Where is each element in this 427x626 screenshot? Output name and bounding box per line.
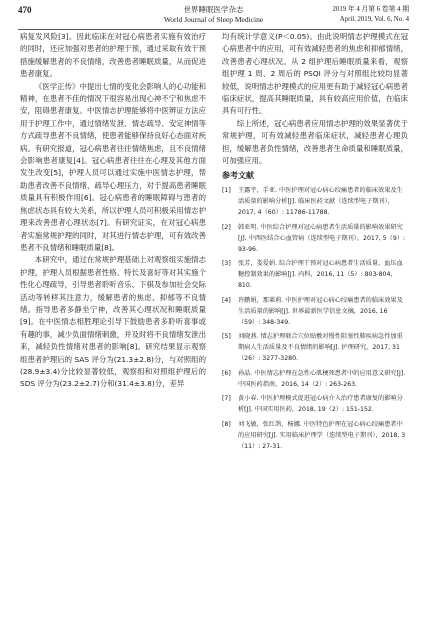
reference-item xyxy=(222,258,408,291)
journal-title-en: World Journal of Sleep Medicine xyxy=(163,15,264,24)
page-number: 470 xyxy=(18,5,32,15)
reference-text: 黄小春. 中医护理模式促进冠心病介入治疗患者康复的影响分析[J]. 中国实用医药，2018, 19（2）: 151-152. xyxy=(238,395,403,414)
reference-text: 刘飞敏，张红鸽，杨娜. 中医特色护理在冠心病心绞痛患者中的应用研究[J]. 实用临床护理学（连续型电子期刊），2018, 3（11）: 27-31. xyxy=(238,420,406,450)
reference-item xyxy=(222,331,408,364)
reference-number: [5] xyxy=(222,333,231,341)
issue-info-en: April. 2019, Vol. 6, No. 4 xyxy=(339,16,409,23)
reference-text: 王露宇，手亚. 中医护理对冠心病心绞痛患者的临床效果及生活质量的影响分析[J]. 临床医药文献（连续型电子期刊），2017, 4（60）: 11786-11788. xyxy=(238,187,403,217)
left-column xyxy=(20,31,206,391)
reference-item xyxy=(222,185,408,218)
body-paragraph: 均有统计学意义(P＜0.05)。由此说明情志护理模式在冠心病患者中的应用，可有效减轻患者的焦虑和抑郁情绪，改善患者心理状况。从 2 组护理后睡眠质量来看，观察组护理 1 周、2 周后的 PSQI 评分与对照组比较均显著较低，说明情志护理模式的应用更有助于减轻冠心病患者临床症状，提高其睡眠质量，具有较高应用价值，在临床具有可行性。 xyxy=(222,32,408,116)
journal-title-cn: 世界睡眠医学杂志 xyxy=(183,5,244,14)
conclusion-paragraph: 综上所述，冠心病患者应用情志护理的效果显著优于常规护理，可有效减轻患者临床症状，减轻患者心理负担，缓解患者负性情绪，改善患者生命质量和睡眠质量，可加强应用。 xyxy=(222,118,408,166)
reference-item xyxy=(222,419,408,452)
reference-number: [6] xyxy=(222,369,231,377)
reference-number: [2] xyxy=(222,223,231,231)
reference-text: 韩亚明. 中医综合护理对冠心病患者生活质量的影响效果研究[J]. 中西医结合心血管病（连续型电子期刊），2017, 5（9）: 93-96. xyxy=(238,223,406,253)
reference-text: 刘晓燕. 情志护理联合穴位贴敷对慢性阻塞性肺疾病急性加重期病人生活质量及不良情绪的影响[J]. 护理研究，2017, 31（26）: 3277-3280. xyxy=(238,333,403,363)
reference-text: 张芳，娄爱娟. 综合护理干预对冠心病患者生活质量、血压血糖控制效果的影响[J]. 内科，2016, 11（5）: 803-804, 810. xyxy=(238,260,403,290)
reference-item xyxy=(222,295,408,328)
issue-info-cn: 2019 年 4 月第 6 卷第 4 期 xyxy=(332,6,409,13)
reference-item xyxy=(222,222,408,255)
body-paragraph: 《医学正传》中提出七情的变化会影响人的心功能和精神，在患者不佳的情况下很容易出现心神不宁和焦虑不安，阻碍患者康复。中医情志护理能够将中医辨证方法应用于护理工作中，通过情绪发泄、情志疏导、安定神情等方式疏导患者不良情绪，使患者能够保持良好心态面对疾病。有研究报道，冠心病患者往往情绪焦虑，且不良情绪会影响患者康复[4]。冠心病患者往往在心理及其他方面发生改变[5]，护理人员可以通过实施中医情志护理，帮助患者改善不良情绪，疏导心理压力，对于提高患者睡眠质量具有积极作用[6]。冠心病患者的睡眠障碍与患者的焦虑状态具有较大关系，所以护理人员可积极采用情志护理来改善患者心理状态[7]。有研究证实，在对冠心病患者实施常规护理的同时，对其进行情志护理，可有效改善患者不良情绪和睡眠质量[8]。 xyxy=(20,81,206,252)
reference-number: [3] xyxy=(222,260,231,268)
reference-number: [8] xyxy=(222,420,231,428)
body-paragraph: 本研究中，通过在常规护理基础上对观察组实施情志护理，护理人员根据患者性格、特长及喜好等对其实施个性化心理疏导，引导患者聆听音乐、下棋及参加社会交际活动等转移其注意力，缓解患者的焦虑、抑郁等不良情绪。指导患者多静坐宁神，改善其心理状况和睡眠质量[9]。在中医情志相胜理论引导下鼓励患者多聆听喜事或有趣的事，减少负面情绪刺激，并及时将不良情绪发泄出来，减轻负性情绪对患者的影响[8]。研究结果显示观察组患者护理后的 SAS 评分为(21.3±2.8)分，与对照组的(28.9±3.4)分比较显著较低，观察组和对照组护理后的 SDS 评分为(23.2±2.7)分和(31.4±3.8)分，差异 xyxy=(20,255,206,389)
reference-item xyxy=(222,368,408,390)
references-heading: 参考文献 xyxy=(222,171,254,181)
body-paragraph: 病复发风险[3]。因此临床在对冠心病患者实施有效治疗的同时，还应加强对患者的护理干预，通过采取有效干预措施缓解患者的不良情绪，改善患者睡眠质量，从而促进患者康复。 xyxy=(20,32,206,79)
reference-item xyxy=(222,393,408,415)
page-header xyxy=(18,5,409,30)
reference-text: 孙晶. 中医情志护理在急性心肌梗死患者中的应用意义研究[J]. 中国医药指南，2016, 14（2）: 263-263. xyxy=(238,369,406,388)
reference-list xyxy=(222,185,408,452)
issue-info xyxy=(333,5,409,25)
reference-number: [7] xyxy=(222,395,231,403)
reference-number: [4] xyxy=(222,296,231,304)
reference-number: [1] xyxy=(222,187,231,195)
right-column xyxy=(222,31,408,455)
reference-text: 许鹏娟，那莱莉. 中医护理对冠心病心绞痛患者的临床效果及生活质量的影响[J]. 世界最新医学信息文摘，2016, 16（59）: 348-349. xyxy=(238,296,403,326)
